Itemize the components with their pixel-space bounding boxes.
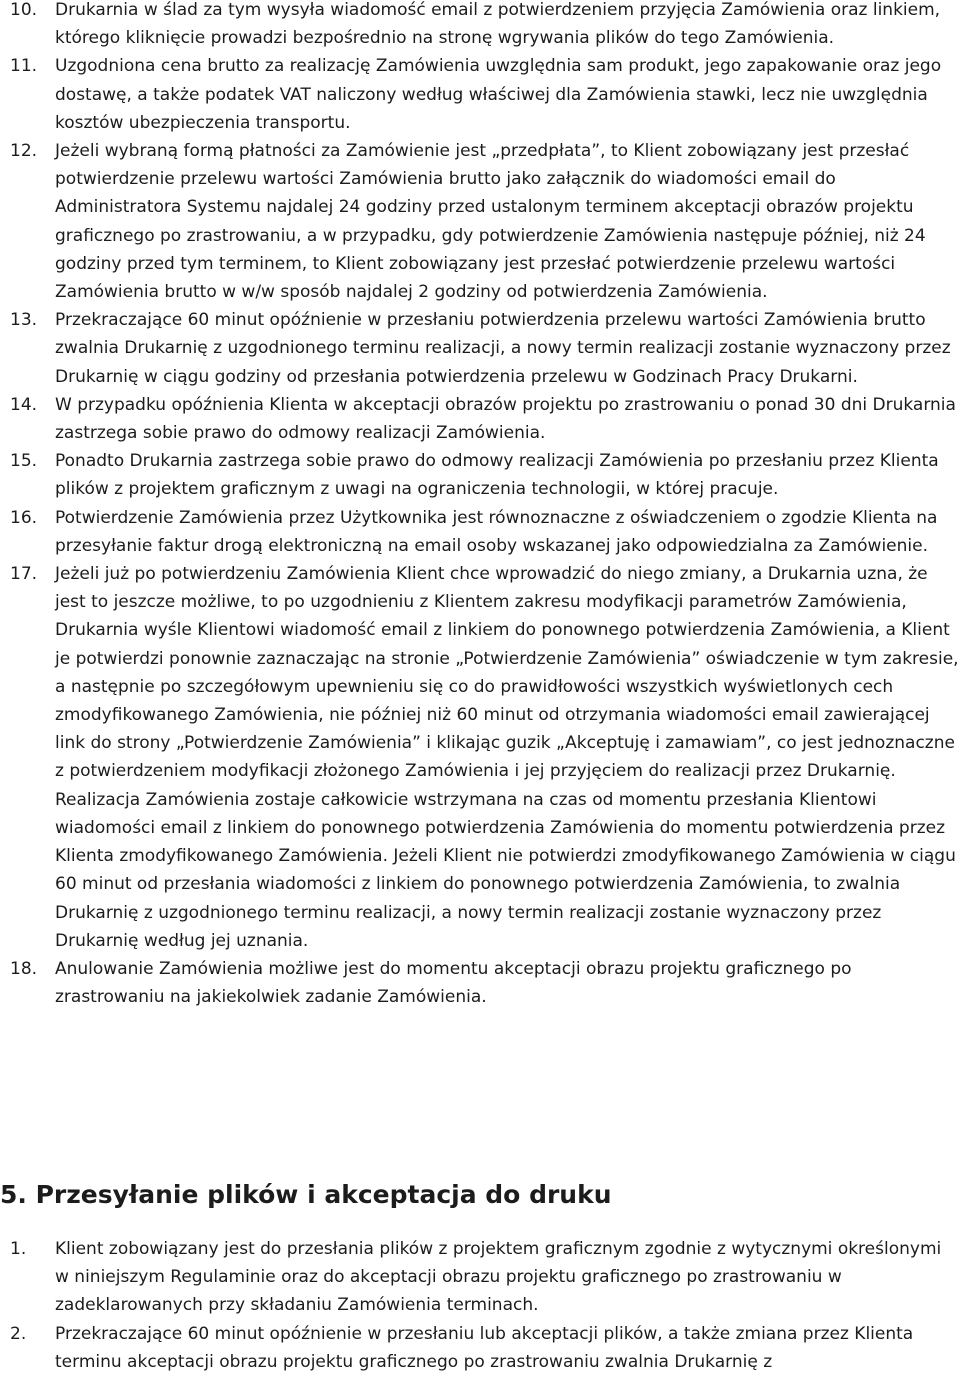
- list-item: [0, 560, 960, 955]
- list-item: [0, 137, 960, 306]
- item-number: 1.: [10, 1239, 27, 1259]
- item-text: Jeżeli wybraną formą płatności za Zamówienie jest „przedpłata”, to Klient zobowiązany jest przesłać potwierdzenie przelewu wartości Zamówienia brutto jako załącznik do wiadomości email do Administratora Systemu najdalej 24 godziny przed ustalonym terminem akceptacji obrazów projektu graficznego po zrastrowaniu, a w przypadku, gdy potwierdzenie Zamówienia następuje później, niż 24 godziny przed tym terminem, to Klient zobowiązany jest przesłać potwierdzenie przelewu wartości Zamówienia brutto w w/w sposób najdalej 2 godziny od potwierdzenia Zamówienia.: [55, 141, 926, 303]
- item-text: Jeżeli już po potwierdzeniu Zamówienia Klient chce wprowadzić do niego zmiany, a Drukarnia uzna, że jest to jeszcze możliwe, to po uzgodnieniu z Klientem zakresu modyfikacji parametrów Zamówienia, Drukarnia wyśle Klientowi wiadomość email z linkiem do ponownego potwierdzenia Zamówienia, a Klient je potwierdzi ponownie zaznaczając na stronie „Potwierdzenie Zamówienia” oświadczenie w tym zakresie, a następnie po szczegółowym upewnieniu się co do prawidłowości wszystkich wyświetlonych cech zmodyfikowanego Zamówienia, nie później niż 60 minut od otrzymania wiadomości email zawierającej link do strony „Potwierdzenie Zamówienia” i klikając guzik „Akceptuję i zamawiam”, co jest jednoznaczne z potwierdzeniem modyfikacji złożonego Zamówienia i jej przyjęciem do realizacji przez Drukarnię. Realizacja Zamówienia zostaje całkowicie wstrzymana na czas od momentu przesłania Klientowi wiadomości email z linkiem do ponownego potwierdzenia Zamówienia do momentu potwierdzenia przez Klienta zmodyfikowanego Zamówienia. Jeżeli Klient nie potwierdzi zmodyfikowanego Zamówienia w ciągu 60 minut od przesłania wiadomości z linkiem do ponownego potwierdzenia Zamówienia, to zwalnia Drukarnię z uzgodnionego terminu realizacji, a nowy termin realizacji zostanie wyznaczony przez Drukarnię według jej uznania.: [55, 564, 959, 951]
- item-text: Potwierdzenie Zamówienia przez Użytkownika jest równoznaczne z oświadczeniem o zgodzie Klienta na przesyłanie faktur drogą elektroniczną na email osoby wskazanej jako odpowiedzialna za Zamówienie.: [55, 507, 938, 556]
- item-text: Przekraczające 60 minut opóźnienie w przesłaniu lub akceptacji plików, a także zmiana przez Klienta terminu akceptacji obrazu projektu graficznego po zrastrowaniu zwalnia Drukarnię z: [55, 1323, 914, 1372]
- section-heading: 5. Przesyłanie plików i akceptacja do druku: [0, 1180, 612, 1209]
- list-item: [0, 447, 960, 503]
- item-number: 11.: [10, 56, 38, 77]
- list-item: [0, 1320, 960, 1376]
- item-number: 17.: [10, 564, 38, 585]
- item-number: 2.: [10, 1323, 27, 1344]
- item-text: Anulowanie Zamówienia możliwe jest do momentu akceptacji obrazu projektu graficznego po zrastrowaniu na jakiekolwiek zadanie Zamówienia.: [55, 958, 852, 1008]
- item-number: 10.: [10, 0, 38, 20]
- list-item: [0, 1235, 960, 1320]
- item-number: 14.: [10, 394, 38, 415]
- section-5-list: [0, 1235, 960, 1376]
- item-text: W przypadku opóźnienia Klienta w akceptacji obrazów projektu po zrastrowaniu o ponad 30 dni Drukarnia zastrzega sobie prawo do odmowy realizacji Zamówienia.: [55, 394, 956, 444]
- item-number: 12.: [10, 141, 38, 162]
- item-text: Klient zobowiązany jest do przesłania plików z projektem graficznym zgodnie z wytycznymi określonymi w niniejszym Regulaminie oraz do akceptacji obrazu projektu graficznego po zrastrowaniu w zadeklarowanych przy składaniu Zamówienia terminach.: [55, 1239, 942, 1316]
- list-item: [0, 955, 960, 1011]
- item-text: Uzgodniona cena brutto za realizację Zamówienia uwzględnia sam produkt, jego zapakowanie oraz jego dostawę, a także podatek VAT naliczony według właściwej dla Zamówienia stawki, lecz nie uwzględnia kosztów ubezpieczenia transportu.: [55, 56, 942, 133]
- item-number: 18.: [10, 958, 38, 979]
- list-item: [0, 52, 960, 137]
- list-item: [0, 504, 960, 560]
- item-number: 15.: [10, 451, 38, 472]
- item-text: Ponadto Drukarnia zastrzega sobie prawo do odmowy realizacji Zamówienia po przesłaniu przez Klienta plików z projektem graficznym z uwagi na ograniczenia technologii, w której pracuje.: [55, 451, 939, 500]
- item-text: Przekraczające 60 minut opóźnienie w przesłaniu potwierdzenia przelewu wartości Zamówienia brutto zwalnia Drukarnię z uzgodnionego terminu realizacji, a nowy termin realizacji zostanie wyznaczony przez Drukarnię w ciągu godziny od przesłania potwierdzenia przelewu w Godzinach Pracy Drukarni.: [55, 310, 951, 387]
- list-item: [0, 0, 960, 52]
- item-number: 13.: [10, 310, 38, 331]
- item-number: 16.: [10, 507, 38, 528]
- list-item: [0, 306, 960, 391]
- list-item: [0, 391, 960, 447]
- item-text: Drukarnia w ślad za tym wysyła wiadomość email z potwierdzeniem przyjęcia Zamówienia oraz linkiem, którego kliknięcie prowadzi bezpośrednio na stronę wgrywania plików do tego Zamówienia.: [55, 0, 941, 49]
